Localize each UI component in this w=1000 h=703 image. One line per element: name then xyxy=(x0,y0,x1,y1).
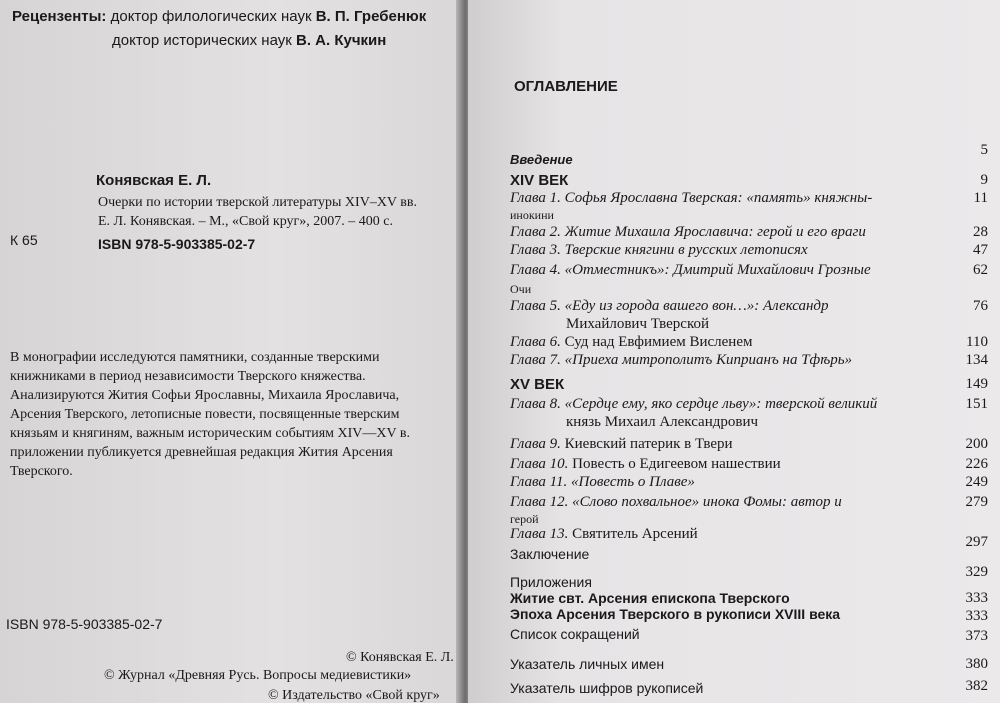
abstract-line: Анализируются Жития Софьи Ярославны, Михаила Ярославича, xyxy=(10,388,400,403)
classification-code: К 65 xyxy=(10,232,38,248)
chapter-title-continued: герой xyxy=(510,512,539,526)
abstract-line: Тверского. xyxy=(10,464,73,479)
chapter-prefix: Глава 8. xyxy=(510,396,561,412)
chapter-prefix: Глава 10. xyxy=(510,456,569,472)
chapter-title-continued: Михайлович Тверской xyxy=(566,316,710,332)
chapter-prefix: Глава 7. xyxy=(510,352,561,368)
reviewer1-name: В. П. Гребенюк xyxy=(315,8,427,25)
reviewer1-title: доктор филологических наук xyxy=(110,8,312,25)
abstract-line: приложении публикуется древнейшая редакция Жития Арсения xyxy=(10,445,393,460)
reviewer2-title: доктор исторических наук xyxy=(112,32,292,49)
reviewers-line-1 xyxy=(12,8,426,25)
toc-page: 249 xyxy=(965,474,988,490)
toc-page: 333 xyxy=(965,608,988,624)
toc-page: 226 xyxy=(965,456,988,472)
toc-page: 76 xyxy=(973,298,988,314)
toc-page: 373 xyxy=(965,628,988,644)
biblio-line-2: Е. Л. Конявская. – М., «Свой круг», 2007. – 400 с. xyxy=(98,214,393,229)
toc-label: XIV ВЕК xyxy=(510,172,569,189)
toc-label: Заключение xyxy=(510,546,590,562)
abstract-line: книжниками в период независимости Тверского княжества. xyxy=(10,369,366,384)
toc-page: 9 xyxy=(980,172,988,188)
toc-page: 47 xyxy=(973,242,988,258)
left-page xyxy=(0,0,462,703)
chapter-title-continued: князь Михаил Александрович xyxy=(566,414,759,430)
toc-page: 151 xyxy=(965,396,988,412)
copyright-publisher: © Издательство «Свой круг» xyxy=(268,688,440,703)
chapter-title: «Еду из города вашего вон…»: Александр xyxy=(564,298,829,314)
chapter-title: Суд над Евфимием Висленем xyxy=(564,334,753,350)
chapter-prefix: Глава 13. xyxy=(510,526,569,542)
chapter-title: Святитель Арсений xyxy=(572,526,698,542)
isbn-main: ISBN 978-5-903385-02-7 xyxy=(98,236,256,252)
chapter-prefix: Глава 11. xyxy=(510,474,568,490)
toc-label: XV ВЕК xyxy=(510,376,565,393)
toc-page: 5 xyxy=(980,142,988,158)
abstract-line: князьям и княгиням, важным историческим событиям XIV—XV в. xyxy=(10,426,410,441)
right-page xyxy=(468,0,1000,703)
isbn-bottom: ISBN 978-5-903385-02-7 xyxy=(6,616,163,632)
toc-page: 380 xyxy=(965,656,988,672)
chapter-title-continued: инокини xyxy=(510,208,554,222)
toc-label: Введение xyxy=(510,152,573,167)
chapter-title-continued: Очи xyxy=(510,282,532,296)
chapter-title: Софья Ярославна Тверская: «память» княжны- xyxy=(564,190,873,206)
chapter-prefix: Глава 1. xyxy=(510,190,561,206)
toc-page: 149 xyxy=(965,376,988,392)
toc-page: 200 xyxy=(965,436,988,452)
reviewers-line-2 xyxy=(112,32,386,49)
toc-page: 329 xyxy=(965,564,988,580)
abstract-line: В монографии исследуются памятники, созданные тверскими xyxy=(10,350,380,365)
chapter-title: «Приеха митрополитъ Киприанъ на Тфѣрь» xyxy=(564,352,853,368)
biblio-line-1: Очерки по истории тверской литературы XIV–XV вв. xyxy=(98,195,418,210)
toc-label: Указатель шифров рукописей xyxy=(510,680,704,696)
chapter-prefix: Глава 9. xyxy=(510,436,561,452)
chapter-title: Повесть о Едигеевом нашествии xyxy=(572,456,781,472)
toc-page: 134 xyxy=(965,352,988,368)
chapter-title: Тверские княгини в русских летописях xyxy=(564,242,808,258)
chapter-title: «Сердце ему, яко сердце льву»: тверской великий xyxy=(564,396,878,412)
chapter-title: «Слово похвальное» инока Фомы: автор и xyxy=(572,494,842,510)
copyright-journal: © Журнал «Древняя Русь. Вопросы медиевистики» xyxy=(104,668,412,683)
chapter-prefix: Глава 4. xyxy=(510,262,561,278)
reviewers-label: Рецензенты: xyxy=(12,8,107,25)
toc-label: Указатель личных имен xyxy=(510,656,665,672)
toc-page: 62 xyxy=(973,262,988,278)
copyright-author: © Конявская Е. Л. xyxy=(346,650,454,665)
chapter-prefix: Глава 3. xyxy=(510,242,561,258)
toc-label: Эпоха Арсения Тверского в рукописи XVIII века xyxy=(510,606,841,622)
toc-title: ОГЛАВЛЕНИЕ xyxy=(514,78,618,95)
toc-page: 28 xyxy=(973,224,988,240)
chapter-prefix: Глава 5. xyxy=(510,298,561,314)
chapter-prefix: Глава 6. xyxy=(510,334,561,350)
chapter-title: Киевский патерик в Твери xyxy=(564,436,733,452)
abstract-line: Арсения Тверского, летописные повести, посвященные тверским xyxy=(10,407,400,422)
toc-page: 279 xyxy=(965,494,988,510)
toc-page: 11 xyxy=(973,190,988,206)
chapter-prefix: Глава 2. xyxy=(510,224,561,240)
chapter-title: Житие Михаила Ярославича: герой и его враги xyxy=(564,224,866,240)
chapter-title: «Отместникъ»: Дмитрий Михайлович Грозные xyxy=(564,262,871,278)
reviewer2-name: В. А. Кучкин xyxy=(295,32,387,49)
toc-page: 382 xyxy=(965,678,988,694)
chapter-prefix: Глава 12. xyxy=(510,494,569,510)
toc-label: Приложения xyxy=(510,574,592,590)
toc-page: 333 xyxy=(965,590,988,606)
author-heading: Конявская Е. Л. xyxy=(96,172,212,189)
toc-label: Список сокращений xyxy=(510,626,640,642)
toc-page: 297 xyxy=(965,534,988,550)
toc-label: Житие свт. Арсения епископа Тверского xyxy=(510,590,790,606)
chapter-title: «Повесть о Плаве» xyxy=(571,474,695,490)
toc-page: 110 xyxy=(966,334,988,350)
